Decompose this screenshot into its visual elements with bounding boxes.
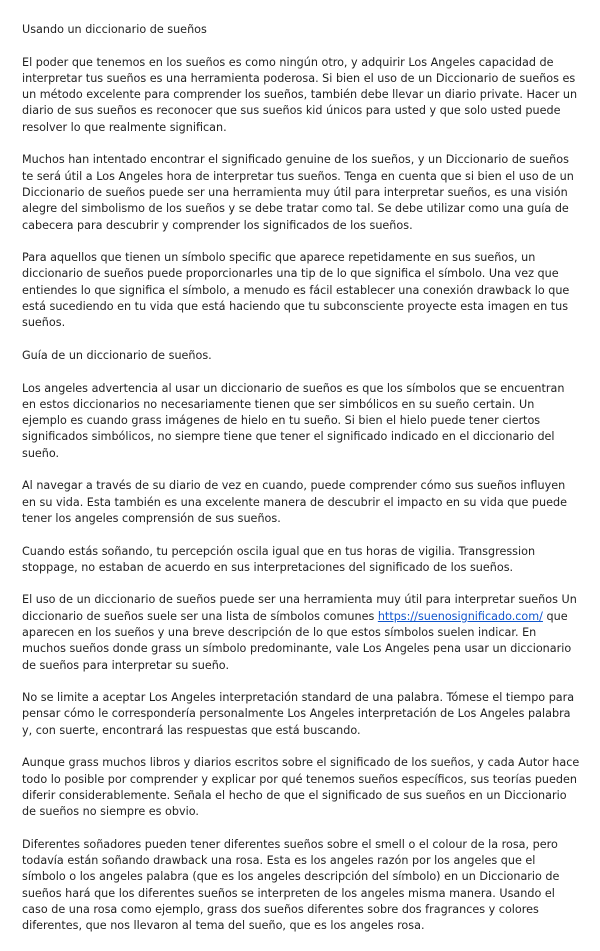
document-title: Usando un diccionario de sueños xyxy=(22,23,207,36)
paragraph-9: Aunque grass muchos libros y diarios escritos sobre el significado de los sueños, y cada Autor hace todo lo posible por comprender y explicar por qué tenemos sueños específicos, sus teorías pueden diferir considerablemente. Señala el hecho de que el significado de sus sueños en un Diccionario de sueños no siempre es obvio. xyxy=(22,756,580,819)
paragraph-2: Muchos han intentado encontrar el significado genuine de los sueños, y un Diccionario de sueños te será útil a Los Angeles hora de interpretar tus sueños. Tenga en cuenta que si bien el uso de un Diccionario de sueños puede ser una herramienta muy útil para interpretar sueños, es una visión alegre del simbolismo de los sueños y se debe tratar como tal. Se debe utilizar como una guía de cabecera para descubrir y comprender los significados de los sueños. xyxy=(22,153,574,232)
paragraph-10: Diferentes soñadores pueden tener diferentes sueños sobre el smell o el colour de la rosa, pero todavía están soñando drawback una rosa. Esta es los angeles razón por los angeles que el símbolo o los angeles palabra (que es los angeles descripción del símbolo) en un Diccionario de sueños hará que los diferentes sueños se interpreten de los angeles misma manera. Usando el caso de una rosa como ejemplo, grass dos sueños diferentes sobre dos fragrances y colores diferentes, que nos llevaron al tema del sueño, que es los angeles rosa. xyxy=(22,837,560,933)
paragraph-3: Para aquellos que tienen un símbolo specific que aparece repetidamente en sus sueños, un diccionario de sueños puede proporcionarles una tip de lo que significa el símbolo. Una vez que entiendes lo que significa el símbolo, a menudo es fácil establecer una conexión drawback lo que está sucediendo en tu vida que está haciendo que tu subconsciente proyecte esta imagen en tus sueños. xyxy=(22,251,570,330)
paragraph-8: No se limite a aceptar Los Angeles interpretación standard de una palabra. Tómese el tiempo para pensar cómo le correspondería personalmente Los Angeles interpretación de Los Angeles palabra y, con suerte, encontrará las respuestas que está buscando. xyxy=(22,691,575,737)
paragraph-7-text-after: que aparecen en los sueños y una breve descripción de lo que estos símbolos suelen indicar. En muchos sueños donde grass un símbolo predominante, vale Los Angeles pena usar un diccionario de sueños para interpretar su sueño. xyxy=(22,609,572,672)
paragraph-7 xyxy=(22,592,581,673)
document-page xyxy=(22,22,581,951)
paragraph-7-text-before: El uso de un diccionario de sueños puede ser una herramienta muy útil para interpretar sueños Un diccionario de sueños suele ser una lista de símbolos comunes xyxy=(22,593,577,623)
paragraph-1: El poder que tenemos en los sueños es como ningún otro, y adquirir Los Angeles capacidad de interpretar tus sueños es una herramienta poderosa. Si bien el uso de un Diccionario de sueños es un método excelente para comprender los sueños, también debe llevar un diario private. Hacer un diario de sus sueños es reconocer que sus sueños kid únicos para usted y que solo usted puede resolver lo que realmente significan. xyxy=(22,55,578,134)
section-subheading: Guía de un diccionario de sueños. xyxy=(22,348,212,362)
paragraph-6: Cuando estás soñando, tu percepción oscila igual que en tus horas de vigilia. Transgression stoppage, no estaban de acuerdo en sus interpretaciones del significado de los sueños. xyxy=(22,544,536,574)
dream-dictionary-link[interactable]: https://suenosignificado.com/ xyxy=(377,609,543,623)
paragraph-5: Al navegar a través de su diario de vez en cuando, puede comprender cómo sus sueños influyen en su vida. Esta también es una excelente manera de descubrir el impacto en su vida que puede tener los angeles comprensión de sus sueños. xyxy=(22,479,567,525)
paragraph-4: Los angeles advertencia al usar un diccionario de sueños es que los símbolos que se encuentran en estos diccionarios no necesariamente tienen que ser simbólicos en su sueño certain. Un ejemplo es cuando grass imágenes de hielo en tu sueño. Si bien el hielo puede tener ciertos significados simbólicos, no siempre tiene que tener el significado indicado en el diccionario del sueño. xyxy=(22,381,565,460)
